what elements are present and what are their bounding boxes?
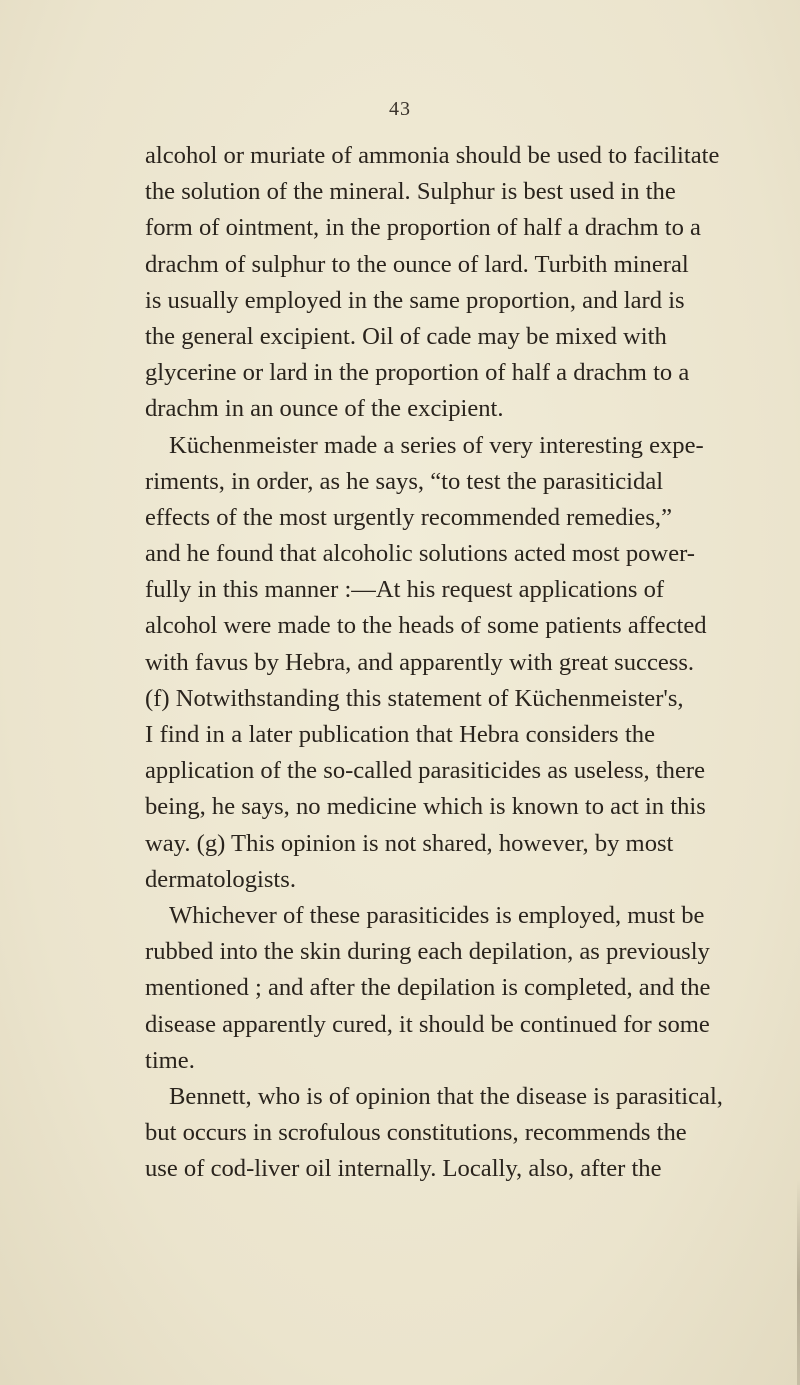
text-line: Küchenmeister made a series of very interesting expe- — [169, 431, 704, 459]
text-line: form of ointment, in the proportion of half a drachm to a — [145, 214, 701, 242]
text-line: alcohol were made to the heads of some patients affected — [145, 612, 707, 640]
text-line: Bennett, who is of opinion that the disease is parasitical, — [169, 1082, 723, 1110]
text-line: the solution of the mineral. Sulphur is best used in the — [145, 178, 676, 206]
text-line: being, he says, no medicine which is known to act in this — [145, 793, 706, 821]
text-line: I find in a later publication that Hebra considers the — [145, 721, 655, 748]
text-line: the general excipient. Oil of cade may be mixed with — [145, 322, 667, 350]
text-line: with favus by Hebra, and apparently with great success. — [145, 648, 695, 676]
text-line: and he found that alcoholic solutions acted most power- — [145, 540, 695, 568]
text-line: but occurs in scrofulous constitutions, recommends the — [145, 1119, 687, 1147]
text-line: way. (g) This opinion is not shared, however, by most — [145, 829, 674, 857]
text-line: use of cod-liver oil internally. Locally, also, after the — [145, 1155, 662, 1183]
text-line: application of the so-called parasiticides as useless, there — [145, 757, 705, 785]
text-line: drachm of sulphur to the ounce of lard. Turbith mineral — [145, 250, 689, 278]
text-line: rubbed into the skin during each depilation, as previously — [145, 938, 710, 966]
text-line: drachm in an ounce of the excipient. — [145, 395, 504, 423]
text-line: disease apparently cured, it should be continued for some — [145, 1010, 710, 1038]
body-text — [145, 138, 723, 1187]
text-line: glycerine or lard in the proportion of half a drachm to a — [145, 359, 690, 387]
text-line: dermatologists. — [145, 865, 296, 893]
text-line: time. — [145, 1046, 195, 1074]
text-line: riments, in order, as he says, “to test the parasiticidal — [145, 467, 664, 495]
text-line: alcohol or muriate of ammonia should be used to facilitate — [145, 142, 720, 169]
text-line: mentioned ; and after the depilation is completed, and the — [145, 974, 711, 1002]
text-line: Whichever of these parasiticides is employed, must be — [169, 901, 705, 929]
page-number: 43 — [389, 98, 411, 120]
text-line: effects of the most urgently recommended remedies,” — [145, 503, 672, 531]
text-line: (f) Notwithstanding this statement of Küchenmeister's, — [145, 684, 684, 712]
text-line: is usually employed in the same proportion, and lard is — [145, 286, 685, 314]
text-line: fully in this manner :—At his request applications of — [145, 576, 665, 604]
